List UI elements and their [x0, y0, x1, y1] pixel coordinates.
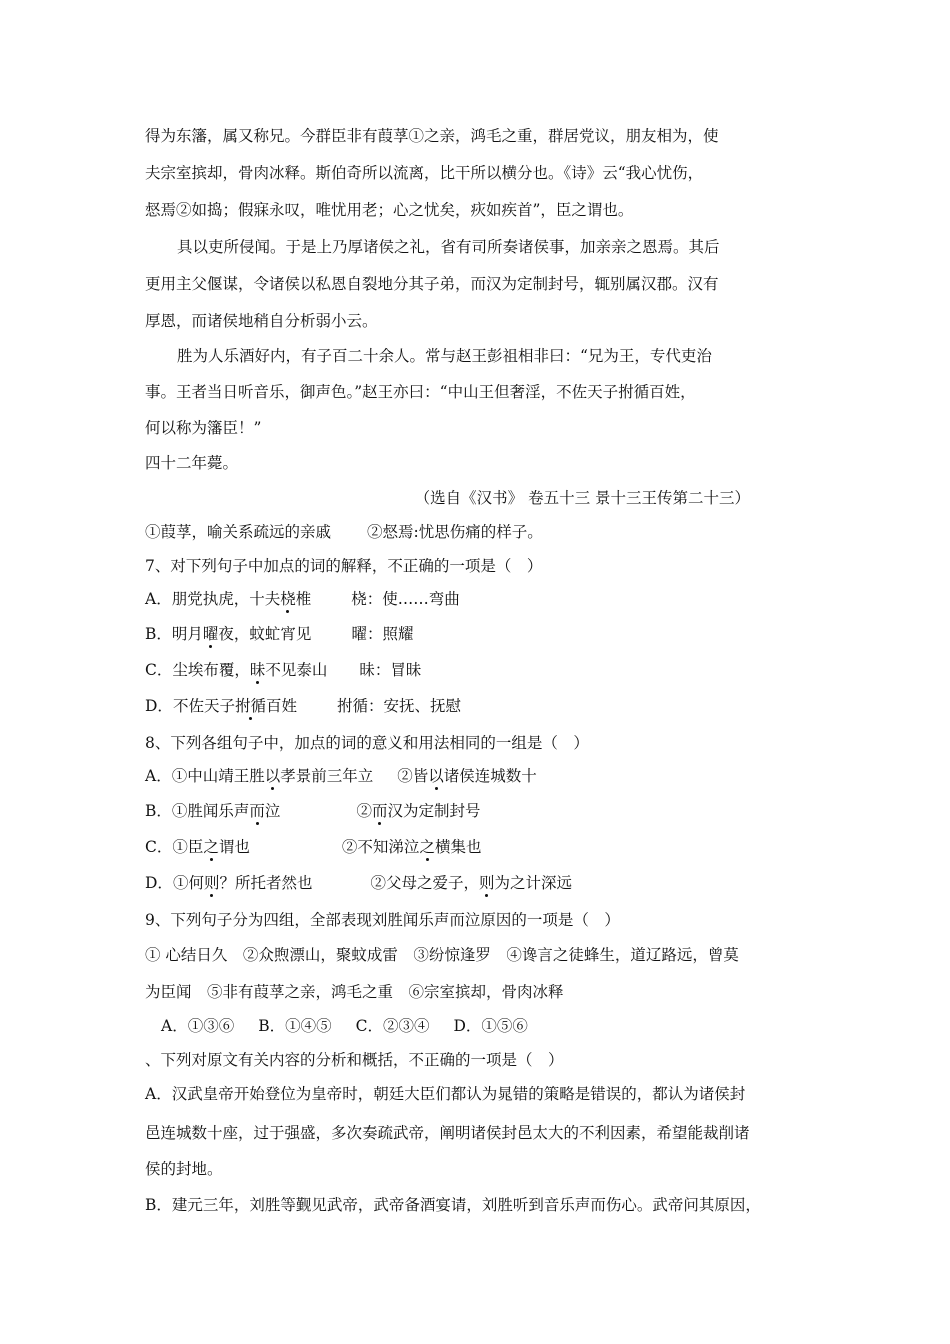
question-9-choices	[161, 1015, 821, 1037]
question-7-option-c: C．尘埃布覆，昧不见泰山 昧：冒昧	[145, 661, 422, 679]
question-8-option-d: D．①何则？所托者然也 ②父母之爱子，则为之计深远	[145, 874, 573, 892]
dotted-word: 以	[428, 767, 444, 785]
footnote-1: ①葭莩，喻关系疏远的亲戚	[145, 523, 332, 541]
passage-line: 惄焉②如捣；假寐永叹，唯忧用老；心之忧矣，疢如疾首”，臣之谓也。	[145, 201, 634, 219]
question-9-items: ① 心结日久 ②众煦漂山，聚蚊成雷 ③纷惊逢罗 ④谗言之徒蜂生，道辽路远，曾莫	[145, 946, 739, 964]
dotted-word: 则	[479, 874, 495, 892]
dotted-word: 拊循	[234, 697, 266, 715]
footnote-2: ②惄焉:忧思伤痛的样子。	[367, 523, 543, 541]
choice-a: A．①③⑥	[161, 1017, 235, 1035]
choice-c: C．②③④	[355, 1017, 430, 1035]
question-8-stem: 8、下列各组句子中，加点的词的意义和用法相同的一组是（ ）	[145, 734, 589, 752]
question-7-stem: 7、对下列句子中加点的词的解释，不正确的一项是（ ）	[145, 557, 543, 575]
question-10-option-b: B．建元三年，刘胜等觐见武帝，武帝备酒宴请，刘胜听到音乐声而伤心。武帝问其原因，	[145, 1196, 761, 1214]
question-8-option-c: C．①臣之谓也 ②不知涕泣之横集也	[145, 838, 482, 856]
question-10-stem: 、下列对原文有关内容的分析和概括，不正确的一项是（ ）	[145, 1051, 564, 1069]
dotted-word: 桡	[280, 590, 296, 608]
passage-line: 更用主父偃谋，令诸侯以私恩自裂地分其子弟，而汉为定制封号，辄别属汉郡。汉有	[145, 275, 719, 293]
passage-line: 事。王者当日听音乐，御声色。”赵王亦曰：“中山王但奢淫，不佐天子拊循百姓，	[145, 383, 696, 401]
question-8-option-b: B．①胜闻乐声而泣 ②而汉为定制封号	[145, 802, 481, 820]
passage-line: 具以吏所侵闻。于是上乃厚诸侯之礼，省有司所奏诸侯事，加亲亲之恩焉。其后	[177, 238, 720, 256]
dotted-word: 之	[419, 838, 435, 856]
question-9-stem: 9、下列句子分为四组，全部表现刘胜闻乐声而泣原因的一项是（ ）	[145, 911, 620, 929]
dotted-word: 而	[371, 802, 388, 820]
question-7-option-d: D．不佐天子拊循百姓 拊循：安抚、抚慰	[145, 697, 461, 715]
dotted-word: 之	[203, 838, 219, 856]
question-10-option-a: 侯的封地。	[145, 1160, 223, 1178]
choice-d: D．①⑤⑥	[453, 1017, 528, 1035]
source-citation: （选自《汉书》 卷五十三 景十三王传第二十三）	[414, 489, 750, 507]
dotted-word: 则	[203, 874, 220, 892]
passage-line: 得为东籓，属又称兄。今群臣非有葭莩①之亲，鸿毛之重，群居党议，朋友相为，使	[145, 127, 719, 145]
passage-line: 何以称为籓臣！”	[145, 419, 262, 437]
question-9-items: 为臣闻 ⑤非有葭莩之亲，鸿毛之重 ⑥宗室摈却，骨肉冰释	[145, 983, 564, 1001]
dotted-word: 昧	[249, 661, 266, 679]
question-7-option-b: B．明月曜夜，蚊虻宵见 曜：照耀	[145, 625, 414, 643]
question-10-option-a: A．汉武皇帝开始登位为皇帝时，朝廷大臣们都认为晁错的策略是错误的，都认为诸侯封	[145, 1085, 746, 1103]
dotted-word: 曜	[202, 625, 219, 643]
passage-line: 夫宗室摈却，骨肉冰释。斯伯奇所以流离，比干所以横分也。《诗》云“我心忧伤，	[145, 164, 704, 182]
question-8-option-a: A．①中山靖王胜以孝景前三年立 ②皆以诸侯连城数十	[145, 767, 537, 785]
footnotes	[145, 521, 805, 543]
dotted-word: 以	[264, 767, 281, 785]
passage-line: 胜为人乐酒好内，有子百二十余人。常与赵王彭祖相非曰：“兄为王，专代吏治	[177, 347, 712, 365]
dotted-word: 而	[249, 802, 265, 820]
question-10-option-a: 邑连城数十座，过于强盛，多次奏疏武帝，阐明诸侯封邑太大的不利因素，希望能裁削诸	[145, 1124, 750, 1142]
passage-line: 厚恩，而诸侯地稍自分析弱小云。	[145, 312, 378, 330]
passage-line: 四十二年薨。	[145, 454, 239, 472]
choice-b: B．①④⑤	[258, 1017, 332, 1035]
question-7-option-a: A．朋党执虎，十夫桡椎 桡：使……弯曲	[145, 590, 460, 608]
